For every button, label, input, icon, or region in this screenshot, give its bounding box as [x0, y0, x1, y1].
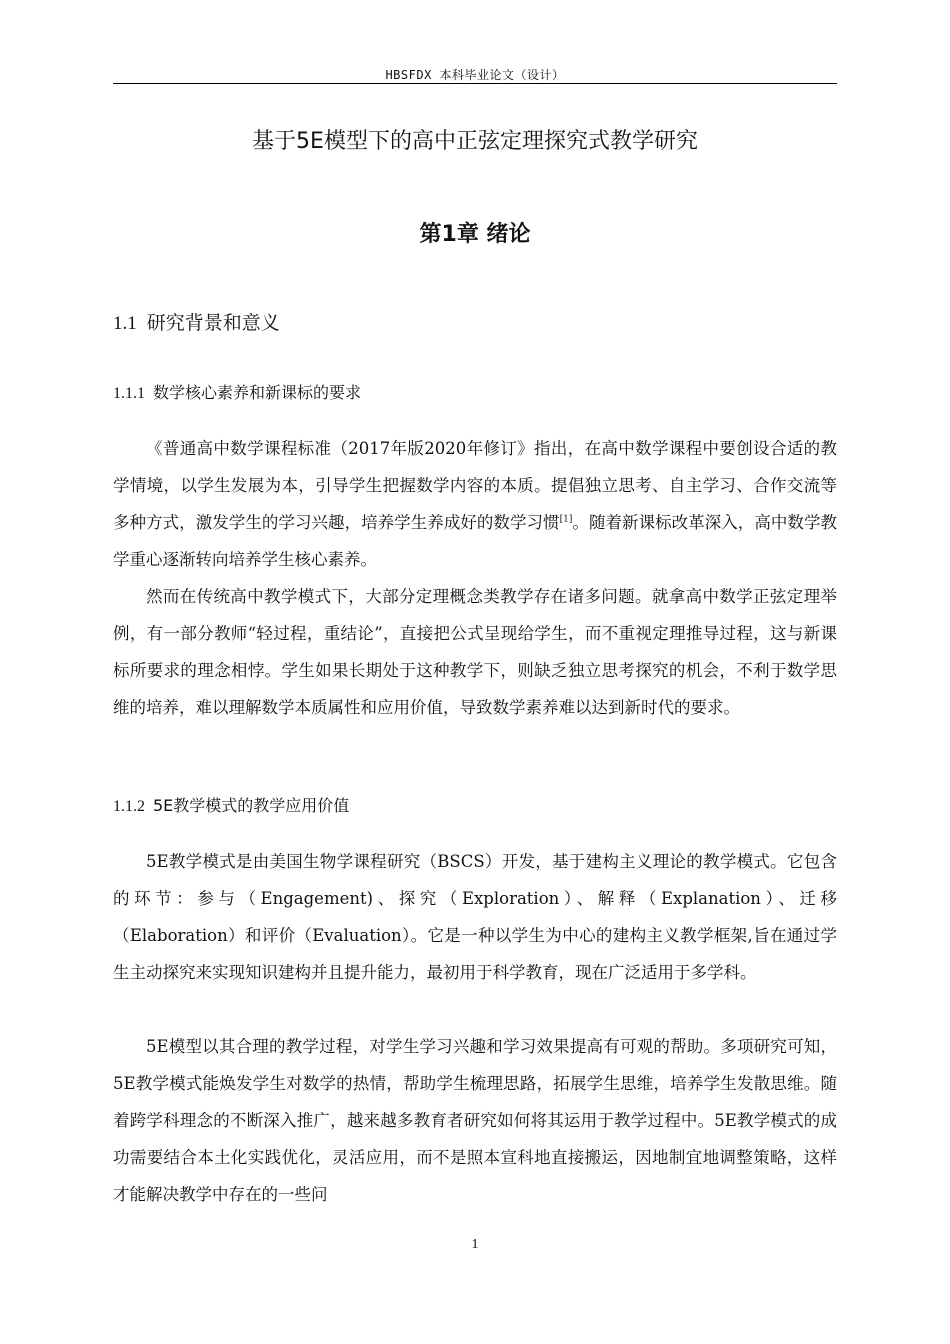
- subsection-heading-1-1-2: [113, 793, 349, 816]
- header-rule: [113, 83, 837, 84]
- subsection-number: 1.1.2: [113, 798, 145, 815]
- running-header: HBSFDX 本科毕业论文（设计）: [385, 68, 565, 82]
- paragraph-2: 然而在传统高中教学模式下，大部分定理概念类教学存在诸多问题。就拿高中数学正弦定理举例，有一部分教师“轻过程，重结论”，直接把公式呈现给学生，而不重视定理推导过程，这与新课标所要求的理念相悖。学生如果长期处于这种教学下，则缺乏独立思考探究的机会，不利于数学思维的培养，难以理解数学本质属性和应用价值，导致数学素养难以达到新时代的要求。: [113, 587, 837, 717]
- section-number: 1.1: [113, 313, 137, 334]
- section-label: 研究背景和意义: [146, 312, 280, 334]
- thesis-title: 基于5E模型下的高中正弦定理探究式教学研究: [252, 129, 698, 154]
- subsection-label: 5E教学模式的教学应用价值: [153, 796, 350, 815]
- paragraph-1-text: 《普通高中数学课程标准（2017年版2020年修订》指出，在高中数学课程中要创设合适的教学情境，以学生发展为本，引导学生把握数学内容的本质。提倡独立思考、自主学习、合作交流等多种方式，激发学生的学习兴趣，培养学生养成好的数学习惯: [113, 439, 837, 532]
- subsection-heading-1-1-1: [113, 380, 361, 403]
- citation-ref-1: [1]: [559, 514, 573, 525]
- paragraph-1: [113, 430, 837, 578]
- subsection-number: 1.1.1: [113, 385, 145, 402]
- subsection-label: 数学核心素养和新课标的要求: [153, 383, 362, 402]
- paragraph-1-tail: 。随着新课标改革深入，高中数学教学重心逐渐转向培养学生核心素养。: [113, 513, 838, 569]
- paragraph-3: 5E教学模式是由美国生物学课程研究（BSCS）开发，基于建构主义理论的教学模式。它包含的环节：参与（Engagement)、探究（Exploration）、解释（Explanation）、迁移（Elaboration）和评价（Evaluation）。它是一种以学生为中心的建构主义教学框架,旨在通过学生主动探究来实现知识建构并且提升能力，最初用于科学教育，现在广泛适用于多学科。: [113, 852, 837, 982]
- page-number: 1: [471, 1237, 479, 1252]
- section-heading-1-1: [113, 308, 280, 335]
- chapter-heading: 第1章 绪论: [419, 222, 531, 247]
- paragraph-4: 5E模型以其合理的教学过程，对学生学习兴趣和学习效果提高有可观的帮助。多项研究可知，5E教学模式能焕发学生对数学的热情，帮助学生梳理思路，拓展学生思维，培养学生发散思维。随着跨学科理念的不断深入推广，越来越多教育者研究如何将其运用于教学过程中。5E教学模式的成功需要结合本土化实践优化，灵活应用，而不是照本宣科地直接搬运，因地制宜地调整策略，这样才能解决教学中存在的一些问: [113, 1037, 837, 1204]
